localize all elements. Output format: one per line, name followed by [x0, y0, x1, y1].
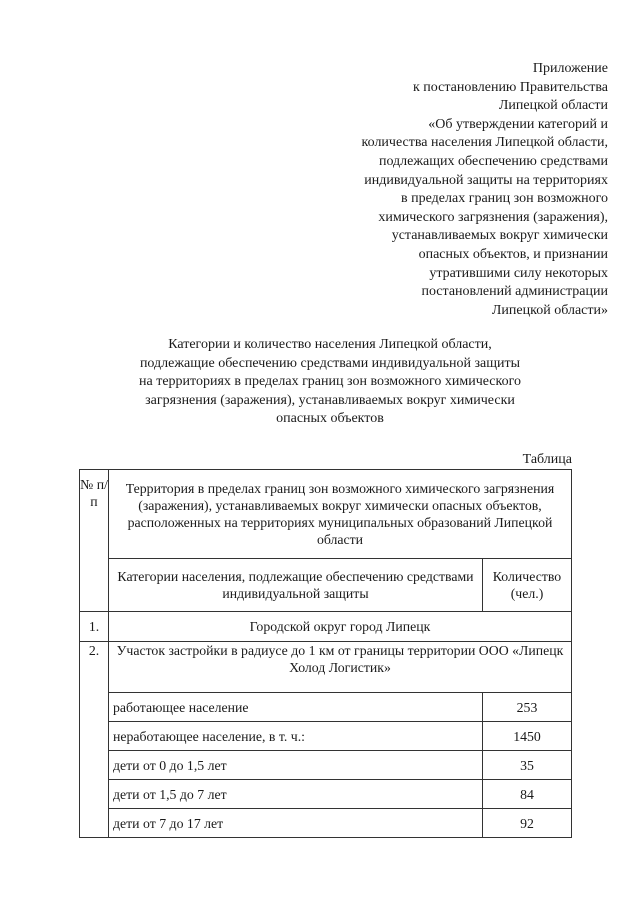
appendix-line: постановлений администрации	[421, 284, 608, 300]
title-line: на территориях в пределах границ зон возможного химического	[139, 374, 521, 390]
table-row	[80, 809, 572, 838]
appendix-line: к постановлению Правительства	[412, 79, 608, 95]
title-line: загрязнения (заражения), устанавливаемых вокруг химически	[145, 392, 515, 408]
category-count: 35	[483, 751, 572, 780]
appendix-line: индивидуальной защиты на территориях	[364, 172, 608, 188]
appendix-line: химического загрязнения (заражения),	[378, 209, 608, 225]
table-row	[80, 693, 572, 722]
header-quantity: Количество (чел.)	[483, 559, 572, 612]
category-label: дети от 1,5 до 7 лет	[109, 780, 483, 809]
table-row	[80, 612, 572, 642]
header-categories: Категории населения, подлежащие обеспечению средствами индивидуальной защиты	[109, 559, 483, 612]
header-num: № п/п	[80, 470, 109, 612]
table-caption: Таблица	[522, 452, 572, 467]
appendix-line: утратившими силу некоторых	[429, 265, 608, 281]
territory-name: Участок застройки в радиусе до 1 км от границы территории ООО «Липецк Холод Логистик»	[109, 642, 572, 693]
document-title	[120, 336, 540, 429]
category-count: 84	[483, 780, 572, 809]
row-number: 2.	[80, 642, 109, 838]
appendix-line: количества населения Липецкой области,	[361, 135, 608, 151]
category-label: дети от 0 до 1,5 лет	[109, 751, 483, 780]
table-row	[80, 642, 572, 693]
category-label: работающее население	[109, 693, 483, 722]
table-row	[80, 751, 572, 780]
category-count: 1450	[483, 722, 572, 751]
category-count: 253	[483, 693, 572, 722]
table-header-row	[80, 470, 572, 559]
category-count: 92	[483, 809, 572, 838]
table-row	[80, 780, 572, 809]
appendix-line: подлежащих обеспечению средствами	[378, 153, 608, 169]
title-line: Категории и количество населения Липецкой области,	[168, 337, 492, 352]
row-number: 1.	[80, 612, 109, 642]
appendix-line: Приложение	[532, 61, 608, 76]
appendix-line: устанавливаемых вокруг химически	[391, 228, 608, 244]
title-line: опасных объектов	[276, 411, 384, 427]
appendix-line: Липецкой области»	[491, 302, 608, 318]
category-label: неработающее население, в т. ч.:	[109, 722, 483, 751]
category-label: дети от 7 до 17 лет	[109, 809, 483, 838]
table-subheader-row	[80, 559, 572, 612]
title-line: подлежащие обеспечению средствами индивидуальной защиты	[139, 355, 521, 371]
population-table	[79, 469, 572, 838]
appendix-block	[362, 60, 608, 320]
appendix-line: «Об утверждении категорий и	[428, 116, 608, 132]
territory-name: Городской округ город Липецк	[109, 612, 572, 642]
appendix-line: в пределах границ зон возможного	[401, 191, 608, 207]
table-row	[80, 722, 572, 751]
appendix-line: Липецкой области	[498, 98, 608, 114]
appendix-line: опасных объектов, и признании	[418, 246, 608, 262]
header-territory: Территория в пределах границ зон возможного химического загрязнения (заражения), устанавливаемых вокруг химически опасных объектов, расположенных на территориях муниципальных образований Липецкой области	[109, 470, 572, 559]
